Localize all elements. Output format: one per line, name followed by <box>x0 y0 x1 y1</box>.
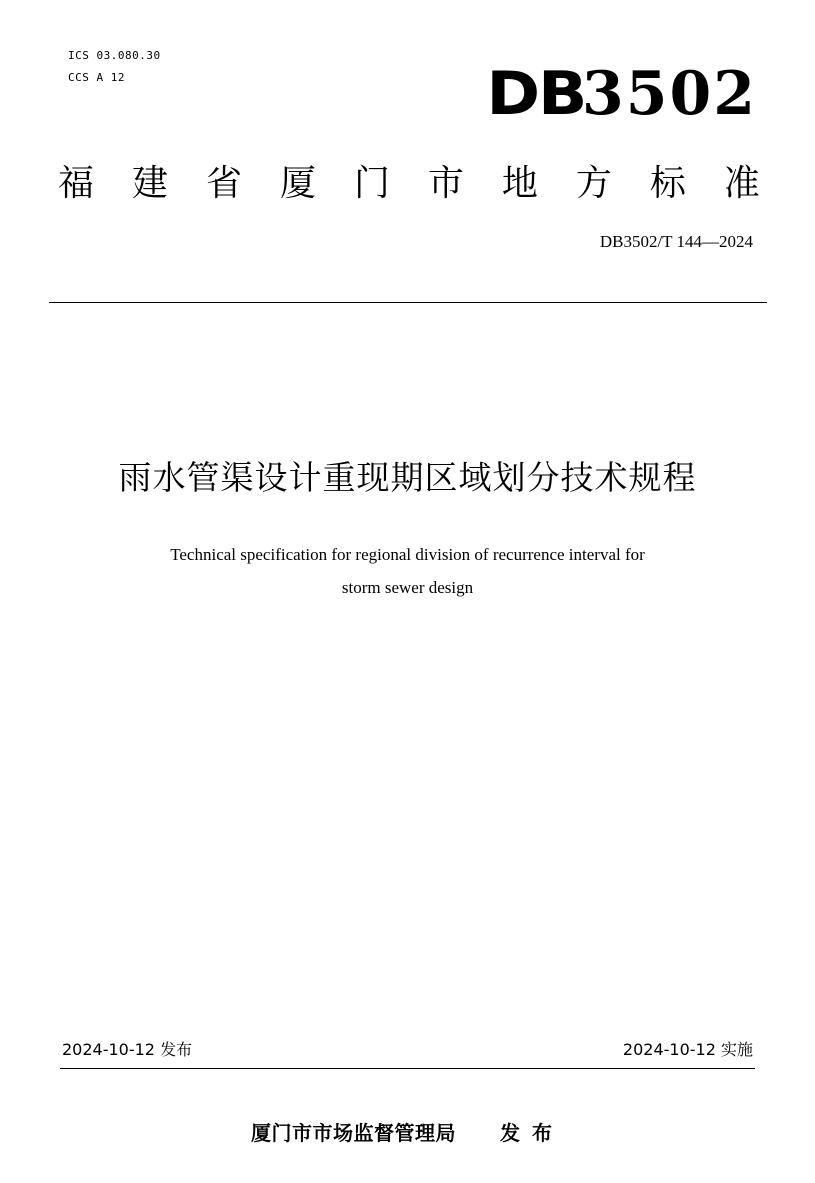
english-title <box>0 538 815 604</box>
issuer-action: 发布 <box>500 1121 564 1145</box>
ccs-code: CCS A 12 <box>68 71 125 84</box>
top-divider <box>49 302 767 303</box>
issue-date: 2024-10-12 发布 <box>62 1040 193 1059</box>
bottom-divider <box>60 1068 755 1069</box>
issuer-name: 厦门市市场监督管理局 <box>251 1121 456 1145</box>
header-char: 地 <box>501 163 538 204</box>
header-char: 方 <box>575 163 612 204</box>
english-title-line-1: Technical specification for regional division of recurrence interval for <box>170 545 645 564</box>
header-char: 市 <box>427 163 464 204</box>
header-char: 福 <box>58 163 95 204</box>
header-char: 厦 <box>279 163 316 204</box>
db-logo-number: 3502 <box>582 59 757 129</box>
header-char: 准 <box>723 163 760 204</box>
ics-code: ICS 03.080.30 <box>68 49 161 62</box>
issuer-line <box>0 1117 815 1146</box>
header-char: 标 <box>649 163 686 204</box>
implementation-date: 2024-10-12 实施 <box>622 1040 753 1059</box>
standard-number: DB3502/T 144—2024 <box>599 232 753 251</box>
header-char: 门 <box>353 163 390 204</box>
db-logo-letters: DB <box>486 59 586 129</box>
header-char: 省 <box>205 163 242 204</box>
english-title-line-2: storm sewer design <box>341 578 474 597</box>
chinese-title: 雨水管渠设计重现期区域划分技术规程 <box>118 458 697 497</box>
standard-category-title <box>58 160 760 208</box>
header-char: 建 <box>131 163 168 204</box>
db-logo <box>486 59 757 129</box>
